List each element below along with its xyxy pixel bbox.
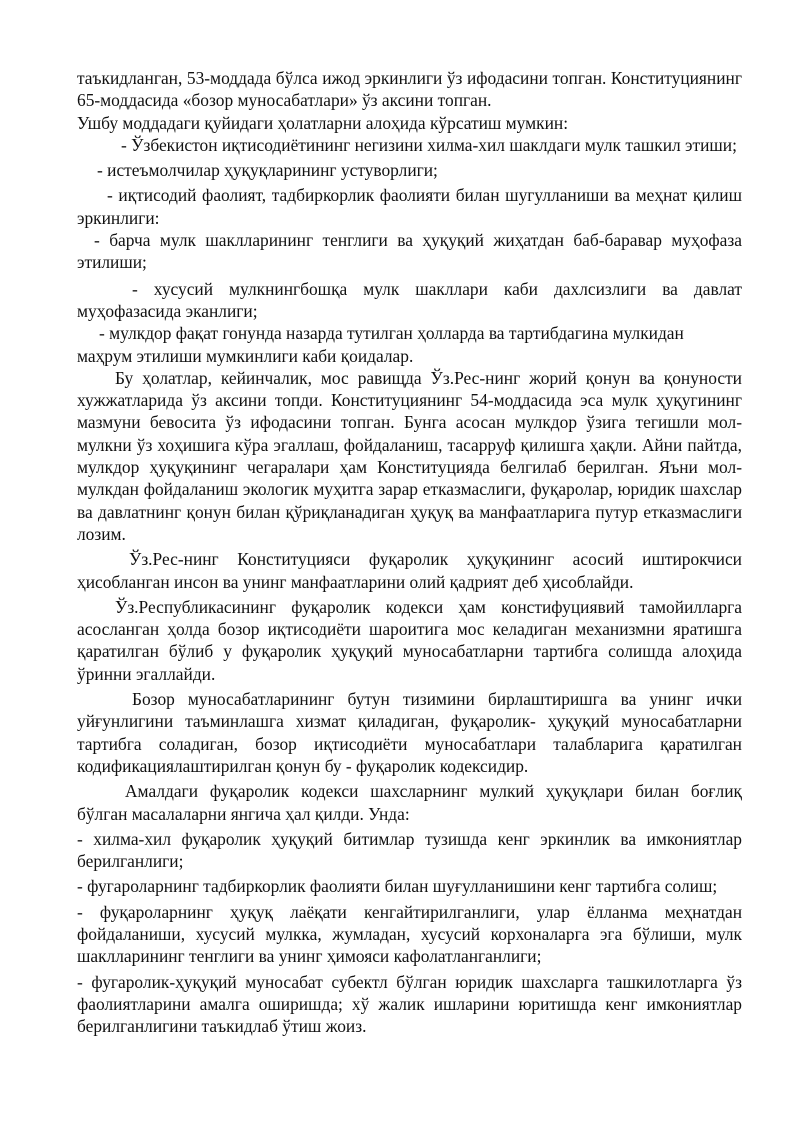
- list-item-istemolchilar: - истеъмолчилар ҳуқуқларининг устуворлиги;: [97, 160, 438, 181]
- list-item-bitimlar: - хилма-хил фуқаролик ҳуқуқий битимлар тузишда кенг эркинлик ва имкониятлар берилганлиги;: [77, 828, 742, 872]
- list-item-mulk-shakllari: - Ўзбекистон иқтисодиётининг негизини хилма-хил шаклдаги мулк ташкил этиши;: [121, 134, 737, 155]
- list-item-dahlsizlik: - хусусий мулкнингбошқа мулк шакллари каби дахлсизлиги ва давлат муҳофазасида эканлиги;: [77, 278, 742, 321]
- paragraph-fuqarolik-kodeksi: Ўз.Республикасининг фуқаролик кодекси ҳам констифуциявий тамойилларга асосланган ҳолда бозор иқтисодиёти шароитига мос келадиган механизмни яратишга қаратилган бўлиб у фуқаролик ҳуқуқий муносабатларни тартибга солишда алоҳида ўринни эгаллайди.: [77, 596, 742, 684]
- paragraph-list-lead: Ушбу моддадаги қуйидаги ҳолатларни алоҳида кўрсатиш мумкин:: [77, 112, 569, 133]
- list-item-huquq-layoqati: - фуқароларнинг ҳуқуқ лаёқати кенгайтирилганлиги, улар ёлланма меҳнатдан фойдаланиши, хусусий мулкка, жумладан, хусусий корхоналарга эга бўлиши, мулк шаклларининг тенглиги ва унинг ҳимояси кафолатланганлиги;: [77, 901, 742, 967]
- list-item-tadbirkorlik: - фугароларнинг тадбиркорлик фаолияти билан шуғулланишини кенг тартибга солиш;: [77, 876, 718, 897]
- paragraph-bozor-munosabatlari: Бозор муносабатларининг бутун тизимини бирлаштиришга ва унинг ички уйғунлигини таъминлашга хизмат қиладиган, фуқаролик- ҳуқуқий муносабатларни тартибга соладиган, бозор иқтисодиёти муносабатлари талабларига қаратилган кодификациялаштирилган қонун бу - фуқаролик кодексидир.: [77, 689, 742, 776]
- paragraph-amaldagi-kodeks: Амалдаги фуқаролик кодекси шахсларнинг мулкий ҳуқуқлари билан боғлиқ бўлган масалаларни янгича ҳал қилди. Унда:: [77, 781, 742, 824]
- list-item-tenglik: - барча мулк шаклларининг тенглиги ва ҳуқуқий жиҳатдан баб-баравар муҳофаза этилиши;: [77, 230, 742, 273]
- list-item-iqtisodiy-faoliyat: - иқтисодий фаолият, тадбиркорлик фаолияти билан шугулланиши ва меҳнат қилиш эркинлиги:: [77, 185, 742, 228]
- paragraph-intro: таъкидланган, 53-моддада бўлса ижод эркинлиги ўз ифодасини топган. Конституциянинг 65-моддасида «бозор муносабатлари» ўз аксини топган.: [77, 68, 742, 111]
- list-item-mahrum-etilish: - мулкдор фақат гонунда назарда тутилган ҳолларда ва тартибдагина мулкидан маҳрум этилиши мумкинлиги каби қоидалар.: [77, 323, 684, 366]
- list-item-yuridik-shaxslar: - фугаролик-ҳуқуқий муносабат субектл бўлган юридик шахсларга ташкилотларга ўз фаолиятларини амалга оширишда; хў жалик ишларини юритишда кенг имкониятлар берилганлигини таъкидлаб ўтиш жоиз.: [77, 971, 742, 1037]
- paragraph-konstitutsiya-54: Бу ҳолатлар, кейинчалик, мос равищда Ўз.Рес-нинг жорий қонун ва қонуности хужжатларида ўз аксини топди. Конституциянинг 54-моддасида эса мулк ҳуқугининг мазмуни бевосита ўз ифодасини топган. Бунга асосан мулкдор ўзига тегишли мол-мулкни ўз хоҳишига кўра эгаллаш, фойдаланиш, тасарруф қилишга ҳақли. Айни пайтда, мулкдор ҳуқуқининг чегаралари ҳам Конституцияда белгилаб берилган. Яъни мол-мулкдан фойдаланиш экологик муҳитга зарар етказмаслиги, фуқаролар, юридик шахслар ва давлатнинг қонун билан қўриқланадиган ҳуқуқ ва манфаатларига путур етказмаслиги лозим.: [77, 367, 742, 544]
- paragraph-inson-manfaatlari: Ўз.Рес-нинг Конституцияси фуқаролик ҳуқуқининг асосий иштирокчиси ҳисобланган инсон ва унинг манфаатларини олий қадрият деб ҳисоблайди.: [77, 549, 742, 592]
